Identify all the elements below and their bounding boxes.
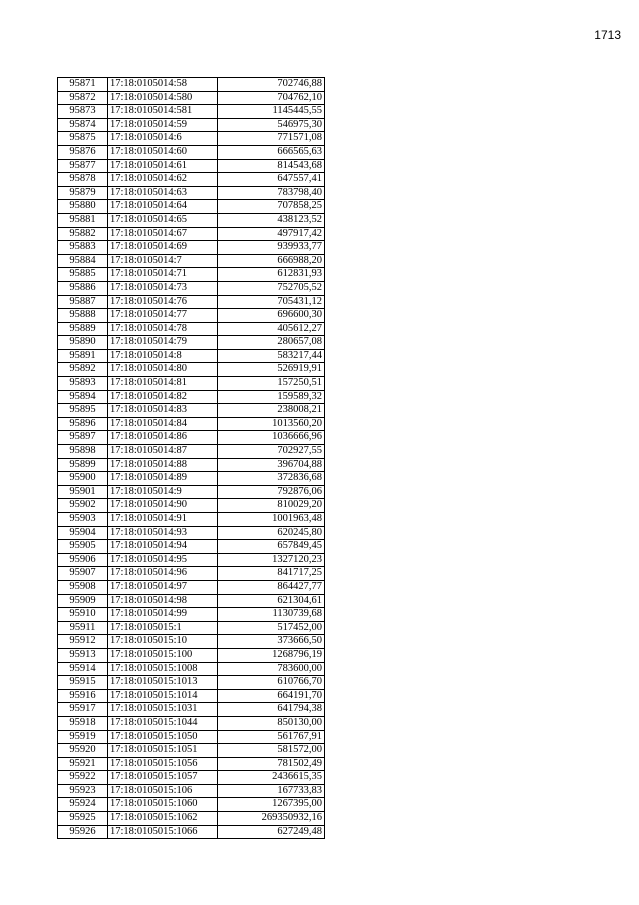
cadastral-value-cell: 641794,38 xyxy=(218,703,325,717)
cadastral-number-cell: 17:18:0105014:79 xyxy=(108,336,218,350)
row-number-cell: 95923 xyxy=(58,784,108,798)
cadastral-value-cell: 664191,70 xyxy=(218,689,325,703)
row-number-cell: 95902 xyxy=(58,499,108,513)
table-row xyxy=(58,431,325,445)
cadastral-value-cell: 581572,00 xyxy=(218,744,325,758)
cadastral-value-cell: 657849,45 xyxy=(218,540,325,554)
table-row xyxy=(58,825,325,839)
cadastral-value-cell: 1130739,68 xyxy=(218,608,325,622)
cadastral-number-cell: 17:18:0105014:71 xyxy=(108,268,218,282)
table-row xyxy=(58,200,325,214)
cadastral-value-cell: 702927,55 xyxy=(218,445,325,459)
cadastral-number-cell: 17:18:0105014:77 xyxy=(108,309,218,323)
table-row xyxy=(58,213,325,227)
cadastral-value-cell: 666988,20 xyxy=(218,254,325,268)
row-number-cell: 95926 xyxy=(58,825,108,839)
table-row xyxy=(58,417,325,431)
row-number-cell: 95917 xyxy=(58,703,108,717)
row-number-cell: 95892 xyxy=(58,363,108,377)
row-number-cell: 95872 xyxy=(58,91,108,105)
cadastral-value-cell: 850130,00 xyxy=(218,716,325,730)
row-number-cell: 95903 xyxy=(58,513,108,527)
cadastral-number-cell: 17:18:0105014:580 xyxy=(108,91,218,105)
table-row xyxy=(58,118,325,132)
table-row xyxy=(58,363,325,377)
row-number-cell: 95875 xyxy=(58,132,108,146)
row-number-cell: 95876 xyxy=(58,145,108,159)
table-row xyxy=(58,132,325,146)
cadastral-value-cell: 1036666,96 xyxy=(218,431,325,445)
cadastral-number-cell: 17:18:0105014:82 xyxy=(108,390,218,404)
table-row xyxy=(58,349,325,363)
cadastral-number-cell: 17:18:0105014:581 xyxy=(108,105,218,119)
row-number-cell: 95911 xyxy=(58,621,108,635)
cadastral-number-cell: 17:18:0105014:91 xyxy=(108,513,218,527)
cadastral-number-cell: 17:18:0105014:81 xyxy=(108,377,218,391)
table-row xyxy=(58,580,325,594)
row-number-cell: 95883 xyxy=(58,241,108,255)
cadastral-number-cell: 17:18:0105014:76 xyxy=(108,295,218,309)
table-row xyxy=(58,377,325,391)
cadastral-value-cell: 238008,21 xyxy=(218,404,325,418)
table-row xyxy=(58,241,325,255)
cadastral-number-cell: 17:18:0105015:1031 xyxy=(108,703,218,717)
table-row xyxy=(58,159,325,173)
cadastral-value-cell: 939933,77 xyxy=(218,241,325,255)
cadastral-value-cell: 781502,49 xyxy=(218,757,325,771)
cadastral-value-cell: 438123,52 xyxy=(218,213,325,227)
table-row xyxy=(58,295,325,309)
table-row xyxy=(58,186,325,200)
cadastral-number-cell: 17:18:0105015:1056 xyxy=(108,757,218,771)
cadastral-value-cell: 159589,32 xyxy=(218,390,325,404)
table-row xyxy=(58,485,325,499)
table-row xyxy=(58,621,325,635)
table-row xyxy=(58,716,325,730)
cadastral-number-cell: 17:18:0105014:69 xyxy=(108,241,218,255)
cadastral-number-cell: 17:18:0105014:67 xyxy=(108,227,218,241)
cadastral-number-cell: 17:18:0105015:1051 xyxy=(108,744,218,758)
cadastral-number-cell: 17:18:0105015:1066 xyxy=(108,825,218,839)
cadastral-number-cell: 17:18:0105014:6 xyxy=(108,132,218,146)
page-number: 1713 xyxy=(594,28,621,42)
table-row xyxy=(58,105,325,119)
cadastral-number-cell: 17:18:0105014:83 xyxy=(108,404,218,418)
table-row xyxy=(58,567,325,581)
table-row xyxy=(58,540,325,554)
row-number-cell: 95871 xyxy=(58,78,108,92)
row-number-cell: 95895 xyxy=(58,404,108,418)
row-number-cell: 95908 xyxy=(58,580,108,594)
cadastral-number-cell: 17:18:0105015:1060 xyxy=(108,798,218,812)
cadastral-value-cell: 1268796,19 xyxy=(218,648,325,662)
cadastral-value-cell: 610766,70 xyxy=(218,676,325,690)
cadastral-value-cell: 810029,20 xyxy=(218,499,325,513)
table-row xyxy=(58,744,325,758)
table-row xyxy=(58,268,325,282)
cadastral-value-cell: 546975,30 xyxy=(218,118,325,132)
cadastral-number-cell: 17:18:0105015:1014 xyxy=(108,689,218,703)
table-row xyxy=(58,499,325,513)
table-row xyxy=(58,526,325,540)
row-number-cell: 95919 xyxy=(58,730,108,744)
row-number-cell: 95913 xyxy=(58,648,108,662)
cadastral-value-cell: 666565,63 xyxy=(218,145,325,159)
row-number-cell: 95907 xyxy=(58,567,108,581)
row-number-cell: 95882 xyxy=(58,227,108,241)
cadastral-number-cell: 17:18:0105015:1013 xyxy=(108,676,218,690)
row-number-cell: 95893 xyxy=(58,377,108,391)
table-row xyxy=(58,227,325,241)
cadastral-number-cell: 17:18:0105015:100 xyxy=(108,648,218,662)
row-number-cell: 95894 xyxy=(58,390,108,404)
row-number-cell: 95920 xyxy=(58,744,108,758)
cadastral-value-cell: 269350932,16 xyxy=(218,812,325,826)
cadastral-number-cell: 17:18:0105014:99 xyxy=(108,608,218,622)
table-row xyxy=(58,635,325,649)
cadastral-number-cell: 17:18:0105014:89 xyxy=(108,472,218,486)
row-number-cell: 95910 xyxy=(58,608,108,622)
row-number-cell: 95878 xyxy=(58,173,108,187)
row-number-cell: 95891 xyxy=(58,349,108,363)
cadastral-value-cell: 771571,08 xyxy=(218,132,325,146)
cadastral-number-cell: 17:18:0105015:10 xyxy=(108,635,218,649)
cadastral-number-cell: 17:18:0105014:9 xyxy=(108,485,218,499)
row-number-cell: 95884 xyxy=(58,254,108,268)
cadastral-number-cell: 17:18:0105014:98 xyxy=(108,594,218,608)
row-number-cell: 95886 xyxy=(58,281,108,295)
row-number-cell: 95880 xyxy=(58,200,108,214)
cadastral-number-cell: 17:18:0105015:1062 xyxy=(108,812,218,826)
cadastral-number-cell: 17:18:0105014:86 xyxy=(108,431,218,445)
table-row xyxy=(58,445,325,459)
cadastral-number-cell: 17:18:0105015:1044 xyxy=(108,716,218,730)
cadastral-value-cell: 157250,51 xyxy=(218,377,325,391)
cadastral-value-cell: 1001963,48 xyxy=(218,513,325,527)
table-row xyxy=(58,404,325,418)
table-row xyxy=(58,254,325,268)
cadastral-value-cell: 707858,25 xyxy=(218,200,325,214)
table-row xyxy=(58,730,325,744)
table-body xyxy=(58,78,325,839)
table-row xyxy=(58,91,325,105)
cadastral-value-cell: 373666,50 xyxy=(218,635,325,649)
row-number-cell: 95881 xyxy=(58,213,108,227)
row-number-cell: 95901 xyxy=(58,485,108,499)
row-number-cell: 95918 xyxy=(58,716,108,730)
row-number-cell: 95887 xyxy=(58,295,108,309)
table-row xyxy=(58,703,325,717)
cadastral-number-cell: 17:18:0105014:61 xyxy=(108,159,218,173)
cadastral-value-cell: 647557,41 xyxy=(218,173,325,187)
cadastral-value-cell: 396704,88 xyxy=(218,458,325,472)
cadastral-value-cell: 167733,83 xyxy=(218,784,325,798)
row-number-cell: 95900 xyxy=(58,472,108,486)
cadastral-value-cell: 1327120,23 xyxy=(218,553,325,567)
cadastral-value-cell: 704762,10 xyxy=(218,91,325,105)
cadastral-value-cell: 841717,25 xyxy=(218,567,325,581)
table-row xyxy=(58,336,325,350)
cadastral-number-cell: 17:18:0105014:73 xyxy=(108,281,218,295)
cadastral-number-cell: 17:18:0105014:59 xyxy=(108,118,218,132)
row-number-cell: 95877 xyxy=(58,159,108,173)
cadastral-number-cell: 17:18:0105014:93 xyxy=(108,526,218,540)
table-row xyxy=(58,553,325,567)
cadastral-value-table xyxy=(57,77,325,839)
cadastral-number-cell: 17:18:0105014:65 xyxy=(108,213,218,227)
row-number-cell: 95922 xyxy=(58,771,108,785)
row-number-cell: 95905 xyxy=(58,540,108,554)
cadastral-value-cell: 627249,48 xyxy=(218,825,325,839)
row-number-cell: 95873 xyxy=(58,105,108,119)
row-number-cell: 95889 xyxy=(58,322,108,336)
cadastral-value-cell: 705431,12 xyxy=(218,295,325,309)
table-row xyxy=(58,689,325,703)
table-row xyxy=(58,458,325,472)
cadastral-value-cell: 372836,68 xyxy=(218,472,325,486)
table-row xyxy=(58,798,325,812)
cadastral-number-cell: 17:18:0105014:60 xyxy=(108,145,218,159)
cadastral-value-cell: 783600,00 xyxy=(218,662,325,676)
cadastral-number-cell: 17:18:0105014:87 xyxy=(108,445,218,459)
table-row xyxy=(58,608,325,622)
row-number-cell: 95925 xyxy=(58,812,108,826)
table-row xyxy=(58,322,325,336)
row-number-cell: 95909 xyxy=(58,594,108,608)
cadastral-value-cell: 526919,91 xyxy=(218,363,325,377)
table-row xyxy=(58,662,325,676)
cadastral-number-cell: 17:18:0105015:1057 xyxy=(108,771,218,785)
row-number-cell: 95916 xyxy=(58,689,108,703)
cadastral-value-cell: 561767,91 xyxy=(218,730,325,744)
cadastral-number-cell: 17:18:0105014:88 xyxy=(108,458,218,472)
row-number-cell: 95904 xyxy=(58,526,108,540)
cadastral-value-cell: 1013560,20 xyxy=(218,417,325,431)
cadastral-value-cell: 280657,08 xyxy=(218,336,325,350)
cadastral-value-cell: 612831,93 xyxy=(218,268,325,282)
row-number-cell: 95898 xyxy=(58,445,108,459)
cadastral-number-cell: 17:18:0105015:1050 xyxy=(108,730,218,744)
cadastral-number-cell: 17:18:0105015:106 xyxy=(108,784,218,798)
cadastral-value-cell: 696600,30 xyxy=(218,309,325,323)
table-row xyxy=(58,757,325,771)
cadastral-number-cell: 17:18:0105014:80 xyxy=(108,363,218,377)
cadastral-value-cell: 702746,88 xyxy=(218,78,325,92)
row-number-cell: 95924 xyxy=(58,798,108,812)
row-number-cell: 95914 xyxy=(58,662,108,676)
cadastral-number-cell: 17:18:0105014:97 xyxy=(108,580,218,594)
row-number-cell: 95888 xyxy=(58,309,108,323)
table-row xyxy=(58,472,325,486)
cadastral-value-cell: 1267395,00 xyxy=(218,798,325,812)
cadastral-value-cell: 792876,06 xyxy=(218,485,325,499)
row-number-cell: 95906 xyxy=(58,553,108,567)
cadastral-number-cell: 17:18:0105014:63 xyxy=(108,186,218,200)
row-number-cell: 95897 xyxy=(58,431,108,445)
row-number-cell: 95921 xyxy=(58,757,108,771)
cadastral-value-cell: 517452,00 xyxy=(218,621,325,635)
table-row xyxy=(58,309,325,323)
cadastral-number-cell: 17:18:0105014:84 xyxy=(108,417,218,431)
cadastral-number-cell: 17:18:0105014:95 xyxy=(108,553,218,567)
row-number-cell: 95874 xyxy=(58,118,108,132)
row-number-cell: 95879 xyxy=(58,186,108,200)
cadastral-value-cell: 621304,61 xyxy=(218,594,325,608)
row-number-cell: 95915 xyxy=(58,676,108,690)
table-row xyxy=(58,648,325,662)
table-row xyxy=(58,771,325,785)
cadastral-number-cell: 17:18:0105014:90 xyxy=(108,499,218,513)
row-number-cell: 95890 xyxy=(58,336,108,350)
cadastral-number-cell: 17:18:0105014:94 xyxy=(108,540,218,554)
table-row xyxy=(58,390,325,404)
table-row xyxy=(58,676,325,690)
cadastral-number-cell: 17:18:0105014:8 xyxy=(108,349,218,363)
cadastral-number-cell: 17:18:0105015:1 xyxy=(108,621,218,635)
cadastral-value-cell: 752705,52 xyxy=(218,281,325,295)
cadastral-value-cell: 864427,77 xyxy=(218,580,325,594)
row-number-cell: 95896 xyxy=(58,417,108,431)
cadastral-value-cell: 1145445,55 xyxy=(218,105,325,119)
table-row xyxy=(58,812,325,826)
table-row xyxy=(58,173,325,187)
cadastral-value-cell: 783798,40 xyxy=(218,186,325,200)
cadastral-value-cell: 620245,80 xyxy=(218,526,325,540)
table-row xyxy=(58,281,325,295)
cadastral-number-cell: 17:18:0105014:78 xyxy=(108,322,218,336)
cadastral-number-cell: 17:18:0105014:58 xyxy=(108,78,218,92)
cadastral-value-cell: 405612,27 xyxy=(218,322,325,336)
cadastral-number-cell: 17:18:0105014:64 xyxy=(108,200,218,214)
cadastral-value-cell: 497917,42 xyxy=(218,227,325,241)
cadastral-value-cell: 583217,44 xyxy=(218,349,325,363)
table-row xyxy=(58,594,325,608)
cadastral-number-cell: 17:18:0105014:62 xyxy=(108,173,218,187)
row-number-cell: 95912 xyxy=(58,635,108,649)
cadastral-number-cell: 17:18:0105015:1008 xyxy=(108,662,218,676)
cadastral-value-cell: 814543,68 xyxy=(218,159,325,173)
row-number-cell: 95899 xyxy=(58,458,108,472)
table-row xyxy=(58,784,325,798)
table-row xyxy=(58,513,325,527)
cadastral-number-cell: 17:18:0105014:7 xyxy=(108,254,218,268)
cadastral-number-cell: 17:18:0105014:96 xyxy=(108,567,218,581)
table-row xyxy=(58,78,325,92)
table-row xyxy=(58,145,325,159)
row-number-cell: 95885 xyxy=(58,268,108,282)
cadastral-value-cell: 2436615,35 xyxy=(218,771,325,785)
